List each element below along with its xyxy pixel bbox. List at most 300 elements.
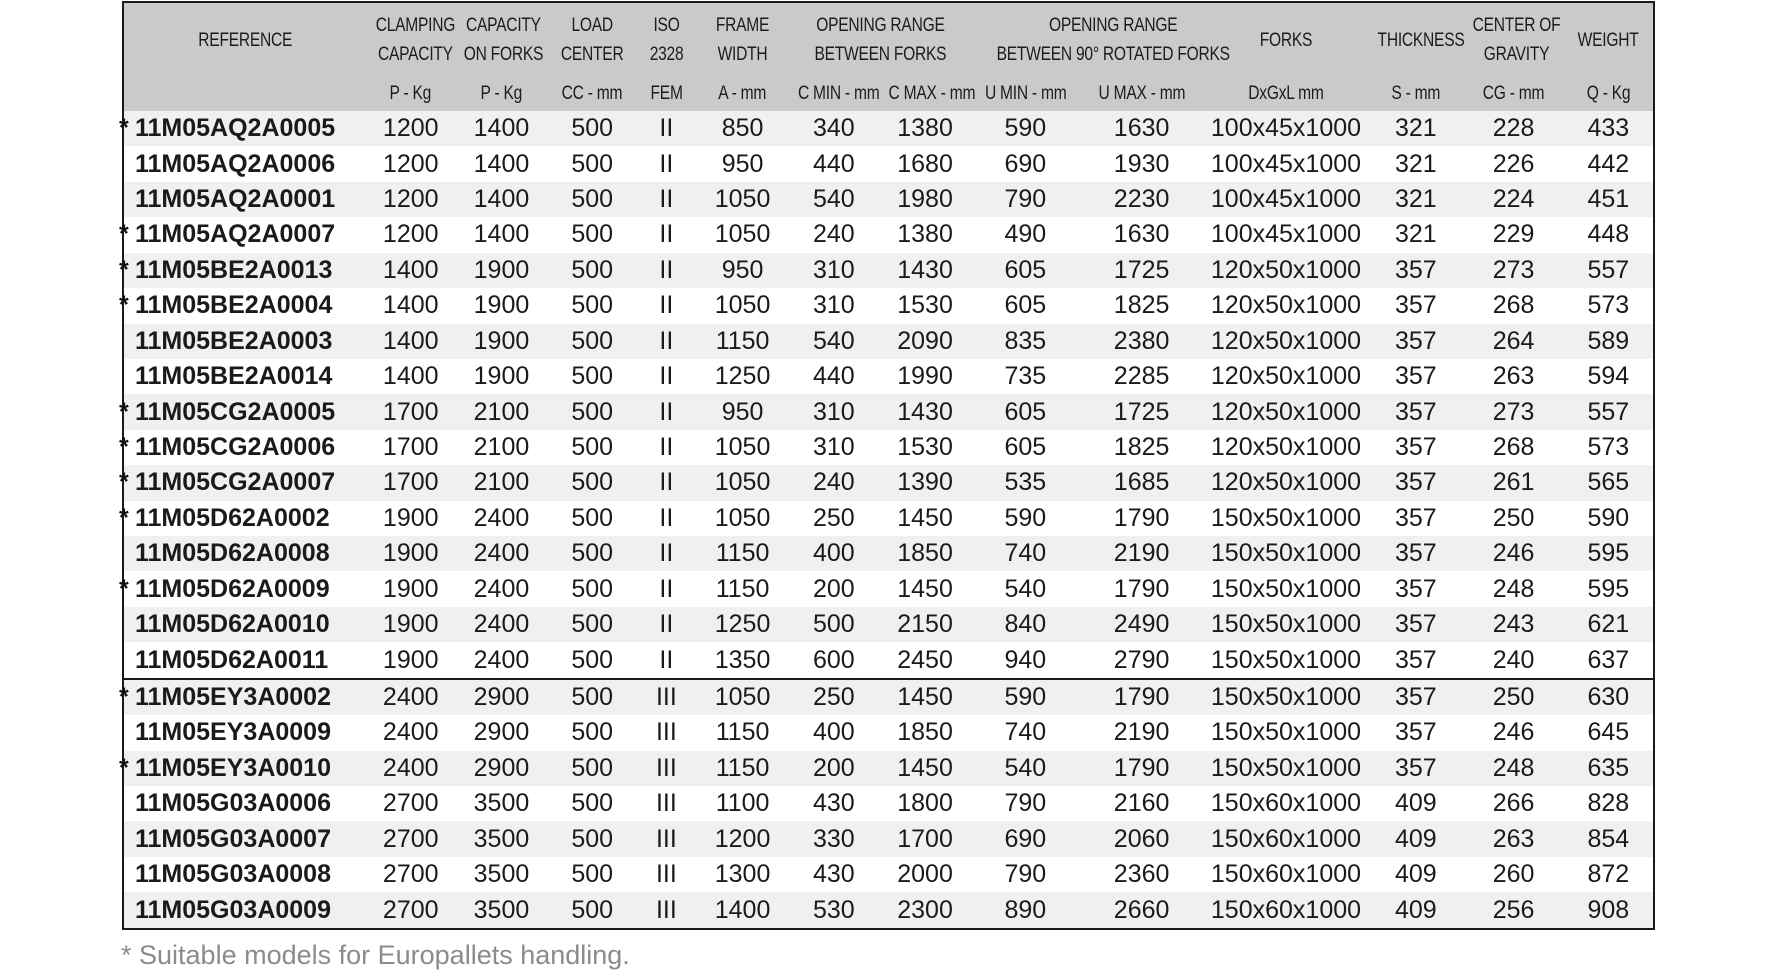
cell-iso: II xyxy=(636,146,696,181)
reference-code: 11M05D62A0011 xyxy=(135,645,329,674)
cell-iso: II xyxy=(636,642,696,678)
cell-weight: 448 xyxy=(1564,217,1654,252)
cell-weight: 557 xyxy=(1564,394,1654,429)
reference-code: 11M05BE2A0004 xyxy=(135,291,333,320)
cell-thickness: 357 xyxy=(1368,715,1463,750)
cell-reference xyxy=(119,501,367,536)
cell-u-min: 790 xyxy=(971,857,1079,892)
cell-clamping-capacity: 1400 xyxy=(367,324,455,359)
cell-center-of-gravity: 261 xyxy=(1463,465,1563,500)
cell-load-center: 500 xyxy=(548,751,636,786)
cell-capacity-on-forks: 3500 xyxy=(455,892,548,929)
cell-c-max: 1990 xyxy=(879,359,971,394)
cell-load-center: 500 xyxy=(548,857,636,892)
cell-c-min: 330 xyxy=(789,821,879,856)
cell-u-min: 835 xyxy=(971,324,1079,359)
cell-forks: 150x60x1000 xyxy=(1204,892,1368,929)
cell-thickness: 357 xyxy=(1368,288,1463,323)
cell-c-max: 1430 xyxy=(879,394,971,429)
cell-center-of-gravity: 273 xyxy=(1463,253,1563,288)
cell-clamping-capacity: 1400 xyxy=(367,288,455,323)
cell-center-of-gravity: 268 xyxy=(1463,430,1563,465)
cell-reference xyxy=(123,146,367,181)
reference-code: 11M05G03A0008 xyxy=(135,860,331,889)
cell-c-min: 250 xyxy=(789,679,879,715)
unit-c-min: C MIN - mm xyxy=(789,77,879,111)
reference-wrap xyxy=(119,465,336,500)
reference-code: 11M05EY3A0009 xyxy=(135,718,331,747)
reference-wrap xyxy=(135,643,328,678)
reference-wrap xyxy=(135,147,335,182)
unit-reference xyxy=(123,77,367,111)
cell-thickness: 357 xyxy=(1368,394,1463,429)
cell-weight: 872 xyxy=(1564,857,1654,892)
cell-load-center: 500 xyxy=(548,253,636,288)
reference-code: 11M05CG2A0005 xyxy=(135,397,336,426)
cell-iso: II xyxy=(636,430,696,465)
cell-reference xyxy=(119,430,367,465)
cell-thickness: 357 xyxy=(1368,571,1463,606)
cell-forks: 150x50x1000 xyxy=(1204,642,1368,678)
cell-frame-width: 1050 xyxy=(696,465,788,500)
cell-iso: III xyxy=(636,715,696,750)
europallet-marker: * xyxy=(119,220,129,249)
cell-thickness: 357 xyxy=(1368,501,1463,536)
cell-forks: 120x50x1000 xyxy=(1204,288,1368,323)
col-header-thickness: THICKNESS xyxy=(1368,2,1463,77)
cell-capacity-on-forks: 1400 xyxy=(455,111,548,146)
cell-frame-width: 1050 xyxy=(696,501,788,536)
cell-thickness: 357 xyxy=(1368,465,1463,500)
europallet-marker: * xyxy=(119,503,129,532)
cell-thickness: 357 xyxy=(1368,324,1463,359)
cell-u-max: 2660 xyxy=(1079,892,1203,929)
unit-u-min: U MIN - mm xyxy=(971,77,1079,111)
cell-capacity-on-forks: 1900 xyxy=(455,288,548,323)
cell-forks: 100x45x1000 xyxy=(1204,217,1368,252)
cell-u-max: 2160 xyxy=(1079,786,1203,821)
reference-code: 11M05AQ2A0005 xyxy=(135,114,336,143)
reference-wrap xyxy=(119,680,331,715)
cell-c-max: 2450 xyxy=(879,642,971,678)
cell-iso: II xyxy=(636,324,696,359)
table-row xyxy=(123,146,1654,181)
cell-thickness: 321 xyxy=(1368,217,1463,252)
cell-iso: III xyxy=(636,679,696,715)
cell-load-center: 500 xyxy=(548,288,636,323)
cell-u-min: 540 xyxy=(971,751,1079,786)
cell-u-max: 2230 xyxy=(1079,182,1203,217)
cell-frame-width: 1050 xyxy=(696,430,788,465)
cell-clamping-capacity: 1700 xyxy=(367,394,455,429)
cell-c-max: 1850 xyxy=(879,715,971,750)
table-row xyxy=(123,607,1654,642)
cell-c-max: 2000 xyxy=(879,857,971,892)
cell-c-min: 310 xyxy=(789,288,879,323)
cell-frame-width: 1250 xyxy=(696,607,788,642)
cell-center-of-gravity: 256 xyxy=(1463,892,1563,929)
reference-code: 11M05AQ2A0007 xyxy=(135,220,336,249)
cell-clamping-capacity: 1400 xyxy=(367,359,455,394)
cell-reference xyxy=(123,642,367,678)
cell-frame-width: 1150 xyxy=(696,751,788,786)
table-row xyxy=(123,359,1654,394)
cell-frame-width: 1150 xyxy=(696,536,788,571)
reference-wrap xyxy=(135,857,331,892)
cell-c-min: 440 xyxy=(789,359,879,394)
cell-u-min: 605 xyxy=(971,394,1079,429)
cell-c-min: 250 xyxy=(789,501,879,536)
cell-load-center: 500 xyxy=(548,715,636,750)
cell-u-max: 2190 xyxy=(1079,715,1203,750)
cell-u-max: 2490 xyxy=(1079,607,1203,642)
cell-clamping-capacity: 1400 xyxy=(367,253,455,288)
unit-weight: Q - Kg xyxy=(1564,77,1654,111)
cell-reference xyxy=(119,111,367,146)
europallet-marker: * xyxy=(119,291,129,320)
cell-thickness: 321 xyxy=(1368,182,1463,217)
cell-u-min: 590 xyxy=(971,501,1079,536)
reference-wrap xyxy=(119,395,336,430)
reference-wrap xyxy=(119,430,336,465)
cell-clamping-capacity: 1200 xyxy=(367,146,455,181)
reference-code: 11M05D62A0008 xyxy=(135,539,330,568)
cell-weight: 828 xyxy=(1564,786,1654,821)
cell-forks: 150x50x1000 xyxy=(1204,751,1368,786)
cell-capacity-on-forks: 2900 xyxy=(455,715,548,750)
cell-u-min: 605 xyxy=(971,253,1079,288)
unit-capacity-on-forks: P - Kg xyxy=(455,77,548,111)
cell-c-min: 400 xyxy=(789,536,879,571)
table-row xyxy=(123,217,1654,252)
cell-thickness: 409 xyxy=(1368,892,1463,929)
europallet-marker: * xyxy=(119,397,129,426)
cell-thickness: 357 xyxy=(1368,359,1463,394)
cell-u-max: 1790 xyxy=(1079,751,1203,786)
cell-thickness: 357 xyxy=(1368,607,1463,642)
cell-iso: II xyxy=(636,536,696,571)
reference-code: 11M05CG2A0007 xyxy=(135,468,336,497)
cell-c-max: 1530 xyxy=(879,288,971,323)
cell-reference xyxy=(119,571,367,606)
cell-c-max: 1430 xyxy=(879,253,971,288)
unit-c-max: C MAX - mm xyxy=(879,77,971,111)
cell-center-of-gravity: 224 xyxy=(1463,182,1563,217)
cell-u-min: 790 xyxy=(971,182,1079,217)
reference-code: 11M05G03A0007 xyxy=(135,824,331,853)
cell-load-center: 500 xyxy=(548,146,636,181)
cell-weight: 595 xyxy=(1564,571,1654,606)
unit-iso: FEM xyxy=(636,77,696,111)
table-row xyxy=(123,571,1654,606)
cell-u-min: 590 xyxy=(971,679,1079,715)
cell-c-max: 1850 xyxy=(879,536,971,571)
cell-thickness: 357 xyxy=(1368,751,1463,786)
cell-u-max: 2360 xyxy=(1079,857,1203,892)
cell-clamping-capacity: 2700 xyxy=(367,892,455,929)
cell-forks: 120x50x1000 xyxy=(1204,394,1368,429)
cell-reference xyxy=(119,217,367,252)
col-header-reference: REFERENCE xyxy=(123,2,367,77)
table-row xyxy=(123,751,1654,786)
reference-code: 11M05BE2A0013 xyxy=(135,255,333,284)
cell-load-center: 500 xyxy=(548,536,636,571)
cell-thickness: 357 xyxy=(1368,430,1463,465)
reference-wrap xyxy=(135,786,331,821)
cell-frame-width: 950 xyxy=(696,146,788,181)
reference-wrap xyxy=(119,253,333,288)
cell-c-min: 530 xyxy=(789,892,879,929)
cell-weight: 442 xyxy=(1564,146,1654,181)
cell-u-min: 740 xyxy=(971,536,1079,571)
europallet-marker: * xyxy=(119,753,129,782)
cell-center-of-gravity: 248 xyxy=(1463,751,1563,786)
cell-u-max: 1685 xyxy=(1079,465,1203,500)
cell-iso: II xyxy=(636,217,696,252)
cell-center-of-gravity: 240 xyxy=(1463,642,1563,678)
cell-c-min: 310 xyxy=(789,394,879,429)
cell-thickness: 409 xyxy=(1368,786,1463,821)
cell-iso: III xyxy=(636,751,696,786)
col-header-opening-between-forks: OPENING RANGE BETWEEN FORKS xyxy=(789,2,971,77)
cell-forks: 100x45x1000 xyxy=(1204,146,1368,181)
cell-u-min: 605 xyxy=(971,288,1079,323)
cell-frame-width: 1050 xyxy=(696,288,788,323)
reference-code: 11M05CG2A0006 xyxy=(135,433,336,461)
cell-capacity-on-forks: 2400 xyxy=(455,642,548,678)
col-header-weight: WEIGHT xyxy=(1564,2,1654,77)
europallet-marker: * xyxy=(119,433,129,461)
cell-thickness: 321 xyxy=(1368,111,1463,146)
cell-forks: 150x60x1000 xyxy=(1204,786,1368,821)
cell-clamping-capacity: 1900 xyxy=(367,501,455,536)
cell-frame-width: 1250 xyxy=(696,359,788,394)
cell-u-max: 1630 xyxy=(1079,217,1203,252)
cell-frame-width: 850 xyxy=(696,111,788,146)
cell-weight: 573 xyxy=(1564,430,1654,465)
reference-code: 11M05D62A0009 xyxy=(135,574,330,603)
col-header-load-center: LOAD CENTER xyxy=(548,2,636,77)
cell-capacity-on-forks: 2400 xyxy=(455,571,548,606)
reference-code: 11M05EY3A0010 xyxy=(135,753,331,782)
reference-code: 11M05AQ2A0001 xyxy=(135,185,336,214)
cell-iso: II xyxy=(636,182,696,217)
reference-code: 11M05G03A0009 xyxy=(135,895,331,924)
cell-frame-width: 1050 xyxy=(696,217,788,252)
unit-forks: DxGxL mm xyxy=(1204,77,1368,111)
table-row xyxy=(123,642,1654,678)
reference-wrap xyxy=(135,359,332,394)
cell-iso: II xyxy=(636,501,696,536)
cell-u-max: 2790 xyxy=(1079,642,1203,678)
cell-reference xyxy=(123,324,367,359)
cell-c-max: 1450 xyxy=(879,679,971,715)
cell-center-of-gravity: 273 xyxy=(1463,394,1563,429)
reference-wrap xyxy=(119,111,336,146)
cell-clamping-capacity: 2400 xyxy=(367,679,455,715)
unit-thickness: S - mm xyxy=(1368,77,1463,111)
cell-capacity-on-forks: 1400 xyxy=(455,217,548,252)
cell-c-min: 540 xyxy=(789,182,879,217)
cell-center-of-gravity: 263 xyxy=(1463,821,1563,856)
cell-clamping-capacity: 1900 xyxy=(367,536,455,571)
unit-center-of-gravity: CG - mm xyxy=(1463,77,1563,111)
cell-load-center: 500 xyxy=(548,217,636,252)
col-header-clamping-capacity: CLAMPING CAPACITY xyxy=(367,2,455,77)
europallet-marker: * xyxy=(119,468,129,497)
cell-forks: 100x45x1000 xyxy=(1204,111,1368,146)
cell-clamping-capacity: 1200 xyxy=(367,182,455,217)
cell-c-max: 1700 xyxy=(879,821,971,856)
cell-reference xyxy=(123,715,367,750)
cell-clamping-capacity: 1200 xyxy=(367,111,455,146)
cell-frame-width: 1400 xyxy=(696,892,788,929)
cell-load-center: 500 xyxy=(548,111,636,146)
cell-u-max: 1825 xyxy=(1079,288,1203,323)
cell-u-max: 1790 xyxy=(1079,571,1203,606)
col-header-forks: FORKS xyxy=(1204,2,1368,77)
cell-capacity-on-forks: 1900 xyxy=(455,253,548,288)
cell-weight: 621 xyxy=(1564,607,1654,642)
unit-u-max: U MAX - mm xyxy=(1079,77,1203,111)
reference-wrap xyxy=(135,607,330,642)
reference-code: 11M05G03A0006 xyxy=(135,789,331,818)
footnote: * Suitable models for Europallets handling. xyxy=(121,940,630,970)
cell-thickness: 409 xyxy=(1368,821,1463,856)
cell-u-max: 2190 xyxy=(1079,536,1203,571)
cell-clamping-capacity: 1900 xyxy=(367,642,455,678)
cell-clamping-capacity: 2700 xyxy=(367,786,455,821)
table-row xyxy=(123,821,1654,856)
reference-wrap xyxy=(135,324,332,359)
cell-u-min: 735 xyxy=(971,359,1079,394)
cell-center-of-gravity: 228 xyxy=(1463,111,1563,146)
cell-weight: 557 xyxy=(1564,253,1654,288)
col-header-capacity-on-forks: CAPACITY ON FORKS xyxy=(455,2,548,77)
cell-u-min: 490 xyxy=(971,217,1079,252)
cell-c-min: 540 xyxy=(789,324,879,359)
reference-code: 11M05BE2A0003 xyxy=(135,326,333,355)
units-row xyxy=(123,77,1654,111)
cell-clamping-capacity: 2400 xyxy=(367,751,455,786)
reference-wrap xyxy=(135,893,331,928)
cell-load-center: 500 xyxy=(548,607,636,642)
cell-capacity-on-forks: 1400 xyxy=(455,182,548,217)
cell-c-max: 2090 xyxy=(879,324,971,359)
cell-load-center: 500 xyxy=(548,430,636,465)
cell-thickness: 321 xyxy=(1368,146,1463,181)
table-row xyxy=(123,715,1654,750)
cell-iso: II xyxy=(636,253,696,288)
cell-c-min: 500 xyxy=(789,607,879,642)
cell-load-center: 500 xyxy=(548,394,636,429)
table-row xyxy=(123,182,1654,217)
cell-reference xyxy=(119,253,367,288)
cell-forks: 120x50x1000 xyxy=(1204,359,1368,394)
reference-wrap xyxy=(135,715,331,750)
cell-iso: II xyxy=(636,111,696,146)
cell-forks: 120x50x1000 xyxy=(1204,324,1368,359)
cell-c-max: 1450 xyxy=(879,571,971,606)
cell-load-center: 500 xyxy=(548,359,636,394)
cell-reference xyxy=(123,786,367,821)
col-header-opening-rotated-forks: OPENING RANGE BETWEEN 90° ROTATED FORKS xyxy=(971,2,1204,77)
header-row xyxy=(123,2,1654,77)
cell-center-of-gravity: 264 xyxy=(1463,324,1563,359)
cell-frame-width: 950 xyxy=(696,253,788,288)
cell-weight: 451 xyxy=(1564,182,1654,217)
cell-clamping-capacity: 1700 xyxy=(367,465,455,500)
cell-frame-width: 1050 xyxy=(696,679,788,715)
cell-weight: 637 xyxy=(1564,642,1654,678)
reference-wrap xyxy=(119,217,336,252)
cell-u-min: 890 xyxy=(971,892,1079,929)
cell-u-min: 605 xyxy=(971,430,1079,465)
cell-center-of-gravity: 263 xyxy=(1463,359,1563,394)
cell-load-center: 500 xyxy=(548,821,636,856)
reference-code: 11M05EY3A0002 xyxy=(135,682,331,711)
cell-thickness: 357 xyxy=(1368,253,1463,288)
reference-wrap xyxy=(135,822,331,857)
cell-reference xyxy=(123,607,367,642)
cell-center-of-gravity: 268 xyxy=(1463,288,1563,323)
cell-capacity-on-forks: 1900 xyxy=(455,359,548,394)
cell-forks: 150x50x1000 xyxy=(1204,715,1368,750)
cell-c-max: 1380 xyxy=(879,111,971,146)
cell-iso: II xyxy=(636,359,696,394)
cell-u-max: 1825 xyxy=(1079,430,1203,465)
cell-iso: II xyxy=(636,288,696,323)
cell-u-max: 2380 xyxy=(1079,324,1203,359)
table-row xyxy=(123,857,1654,892)
cell-frame-width: 950 xyxy=(696,394,788,429)
cell-c-min: 400 xyxy=(789,715,879,750)
cell-c-max: 2300 xyxy=(879,892,971,929)
cell-load-center: 500 xyxy=(548,786,636,821)
cell-frame-width: 1150 xyxy=(696,571,788,606)
table-row xyxy=(123,892,1654,929)
cell-u-max: 1630 xyxy=(1079,111,1203,146)
cell-c-max: 2150 xyxy=(879,607,971,642)
cell-c-max: 1450 xyxy=(879,501,971,536)
cell-forks: 150x50x1000 xyxy=(1204,679,1368,715)
cell-c-min: 240 xyxy=(789,465,879,500)
unit-frame-width: A - mm xyxy=(696,77,788,111)
cell-capacity-on-forks: 2900 xyxy=(455,751,548,786)
cell-c-min: 310 xyxy=(789,253,879,288)
cell-weight: 573 xyxy=(1564,288,1654,323)
cell-c-min: 340 xyxy=(789,111,879,146)
cell-iso: II xyxy=(636,607,696,642)
cell-u-min: 840 xyxy=(971,607,1079,642)
cell-clamping-capacity: 2700 xyxy=(367,821,455,856)
cell-center-of-gravity: 246 xyxy=(1463,715,1563,750)
cell-c-min: 200 xyxy=(789,571,879,606)
cell-center-of-gravity: 250 xyxy=(1463,501,1563,536)
cell-u-min: 790 xyxy=(971,786,1079,821)
cell-u-min: 535 xyxy=(971,465,1079,500)
cell-iso: II xyxy=(636,465,696,500)
cell-forks: 150x60x1000 xyxy=(1204,821,1368,856)
reference-code: 11M05D62A0010 xyxy=(135,610,330,639)
cell-c-min: 200 xyxy=(789,751,879,786)
cell-forks: 150x50x1000 xyxy=(1204,571,1368,606)
cell-c-min: 600 xyxy=(789,642,879,678)
cell-center-of-gravity: 260 xyxy=(1463,857,1563,892)
cell-forks: 120x50x1000 xyxy=(1204,253,1368,288)
cell-capacity-on-forks: 2100 xyxy=(455,394,548,429)
cell-reference xyxy=(123,536,367,571)
